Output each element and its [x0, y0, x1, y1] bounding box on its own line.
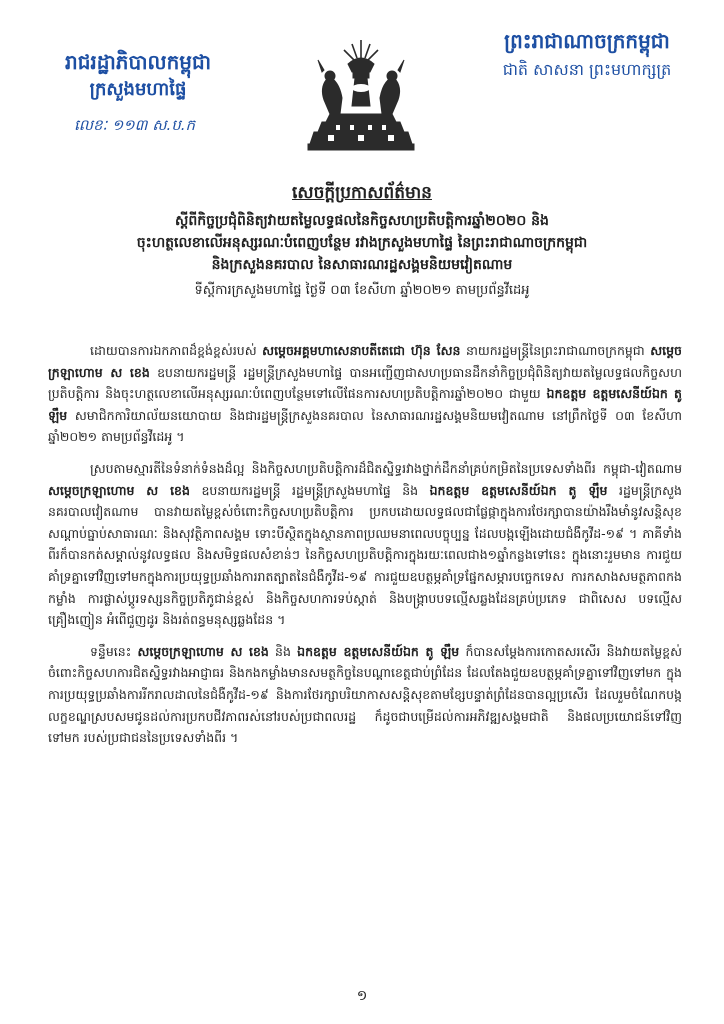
bold-name: សម្តេចក្រឡាហោម ស ខេង — [48, 343, 682, 380]
bold-name: ឯកឧត្តម ឧត្តមសេនីយ៍ឯក តូ ឡឹម — [429, 482, 608, 498]
text-run: ដោយបានការឯកភាពដ៏ខ្ពង់ខ្ពស់របស់ — [90, 343, 263, 358]
subject-line: ស្តីពីកិច្ចប្រជុំពិនិត្យវាយតម្លៃលទ្ធផលនៃកិច្ចសហប្រតិបត្តិការឆ្នាំ២០២០ និង — [175, 213, 549, 229]
title-block — [40, 180, 684, 302]
ministry-name: ក្រសួងមហាផ្ទៃ — [89, 79, 187, 100]
national-motto: ជាតិ សាសនា ព្រះមហាក្សត្រ — [502, 60, 672, 79]
date-location-line: ទីស្តីការក្រសួងមហាផ្ទៃ ថ្ងៃទី ០៣ ខែសីហា ឆ្នាំ២០២១ តាមប្រព័ន្ធវីដេអូ — [194, 283, 530, 298]
government-name: រាជរដ្ឋាភិបាលកម្ពុជា — [65, 50, 211, 74]
bold-name: សម្តេចក្រឡាហោម ស ខេង — [137, 643, 269, 659]
header-left — [38, 48, 238, 136]
text-run: ទន្ទឹមនេះ — [90, 643, 138, 659]
text-run: នាយករដ្ឋមន្ត្រីនៃព្រះរាជាណាចក្រកម្ពុជា — [460, 343, 651, 358]
royal-emblem-icon — [300, 36, 422, 156]
bold-name: សម្តេចក្រឡាហោម ស ខេង — [48, 482, 190, 498]
body-text — [48, 340, 682, 759]
subject-line: ចុះហត្ថលេខាលើអនុស្សរណៈបំពេញបន្ថែម រវាងក្រសួងមហាផ្ទៃ នៃព្រះរាជាណាចក្រកម្ពុជា — [136, 235, 588, 251]
reference-number: លេខៈ ១១៣ ស.ប.ក — [74, 116, 196, 134]
paragraph — [48, 641, 682, 749]
bold-name: ឯកឧត្តម ឧត្តមសេនីយ៍ឯក តូ ឡឹម — [48, 386, 682, 423]
subject-line: និងក្រសួងនគរបាល នៃសាធារណរដ្ឋសង្គមនិយមវៀតណាម — [211, 257, 513, 273]
text-run: សមាជិកការិយាល័យនយោបាយ និងជារដ្ឋមន្ត្រីក្រសួងនគរបាល នៃសាធារណរដ្ឋសង្គមនិយមវៀតណាម នៅព្រឹកថ្ងៃទី ០៣ ខែសីហា ឆ្នាំ២០២១ តាមប្រព័ន្ធវីដេអូ ។ — [48, 407, 682, 445]
kingdom-name: ព្រះរាជាណាចក្រកម្ពុជា — [504, 29, 670, 53]
text-run: និង — [268, 643, 298, 659]
text-run: រដ្ឋមន្ត្រីក្រសួងនគរបាលវៀតណាម បានវាយតម្លៃខ្ពស់ចំពោះកិច្ចសហប្រតិបត្តិការ ប្រកបដោយលទ្ធផលជាផ្លែផ្កាក្នុងការថែរក្សាបានយ៉ាងរឹងមាំនូវសន្តិសុខ សណ្តាប់ធ្នាប់សាធារណៈ និងសុវត្ថិភាពសង្គម ទោះបីស្ថិតក្នុងស្ថានភាពប្រឈមនាពេលបច្ចុប្បន្ន ដែលបង្កឡើងដោយជំងឺកូវីដ-១៩ ។ ភាគីទាំងពីរក៏បានកត់សម្គាល់នូវលទ្ធផល និងសមិទ្ធផលសំខាន់ៗ នៃកិច្ចសហប្រតិបត្តិការក្នុងរយៈពេលជាង១ឆ្នាំកន្លងទៅនេះ ក្នុងនោះរួមមាន ការជួយគាំទ្រគ្នាទៅវិញទៅមកក្នុងការប្រយុទ្ធប្រឆាំងការរាតត្បាតនៃជំងឺកូវីដ-១៩ ការជួយឧបត្ថម្ភគាំទ្រផ្នែកសម្ភារបច្ចេកទេស ការកសាងសមត្ថភាពកងកម្លាំង ការផ្លាស់ប្តូរទស្សនកិច្ចប្រតិភូជាន់ខ្ពស់ និងកិច្ចសហការទប់ស្កាត់ និងបង្ក្រាបបទល្មើសឆ្លងដែនគ្រប់ប្រភេទ ជាពិសេស បទល្មើសគ្រឿងញៀន អំពើជួញដូរ និងរត់ពន្ធមនុស្សឆ្លងដែន ។ — [48, 482, 682, 628]
header-right — [462, 26, 712, 84]
paragraph — [48, 340, 682, 448]
page-number: ១ — [356, 988, 368, 1004]
text-run: ឧបនាយករដ្ឋមន្ត្រី រដ្ឋមន្ត្រីក្រសួងមហាផ្ទៃ បានអញ្ជើញជាសហប្រធានដឹកនាំកិច្ចប្រជុំពិនិត្យវាយតម្លៃលទ្ធផលកិច្ចសហប្រតិបត្តិការ និងចុះហត្ថលេខាលើអនុស្សរណៈបំពេញបន្ថែមទៅលើផែនការសហប្រតិបត្តិការឆ្នាំ២០២០ ជាមួយ — [48, 364, 682, 402]
paragraph — [48, 458, 682, 631]
document-title: សេចក្តីប្រកាសព័ត៌មាន — [292, 183, 432, 203]
bold-name: ឯកឧត្តម ឧត្តមសេនីយ៍ឯក តូ ឡឹម — [297, 643, 460, 659]
text-run: ឧបនាយករដ្ឋមន្ត្រី រដ្ឋមន្ត្រីក្រសួងមហាផ្ទៃ និង — [189, 482, 430, 498]
text-run: ក៏បានសម្តែងការកោតសរសើរ និងវាយតម្លៃខ្ពស់ ចំពោះកិច្ចសហការជិតស្និទ្ធរវាងអាជ្ញាធរ និងកងកម្លាំងមានសមត្ថកិច្ចនៃបណ្តាខេត្តជាប់ព្រំដែន ដែលតែងជួយឧបត្ថម្ភគាំទ្រគ្នាទៅវិញទៅមក ក្នុងការប្រយុទ្ធប្រឆាំងការរីករាលដាលនៃជំងឺកូវីដ-១៩ និងការថែរក្សាបរិយាកាសសន្តិសុខតាមខ្សែបន្ទាត់ព្រំដែនបានល្អប្រសើរ ដែលរួមចំណែកបង្កលក្ខខណ្ឌស្របសមជូនដល់ការប្រកបជីវភាពរស់នៅរបស់ប្រជាពលរដ្ឋ ក៏ដូចជាបម្រើដល់ការអភិវឌ្ឍសង្គមជាតិ និងផលប្រយោជន៍ទៅវិញទៅមក របស់ប្រជាជននៃប្រទេសទាំងពីរ ។ — [48, 643, 682, 746]
bold-name: សម្តេចអគ្គមហាសេនាបតីតេជោ ហ៊ុន សែន — [262, 343, 461, 358]
text-run: ស្របតាមស្មារតីនៃទំនាក់ទំនងដ៏ល្អ និងកិច្ចសហប្រតិបត្តិការដ៏ជិតស្និទ្ធរវាងថ្នាក់ដឹកនាំគ្រប់កម្រិតនៃប្រទេសទាំងពីរ កម្ពុជា-វៀតណាម — [90, 460, 682, 476]
